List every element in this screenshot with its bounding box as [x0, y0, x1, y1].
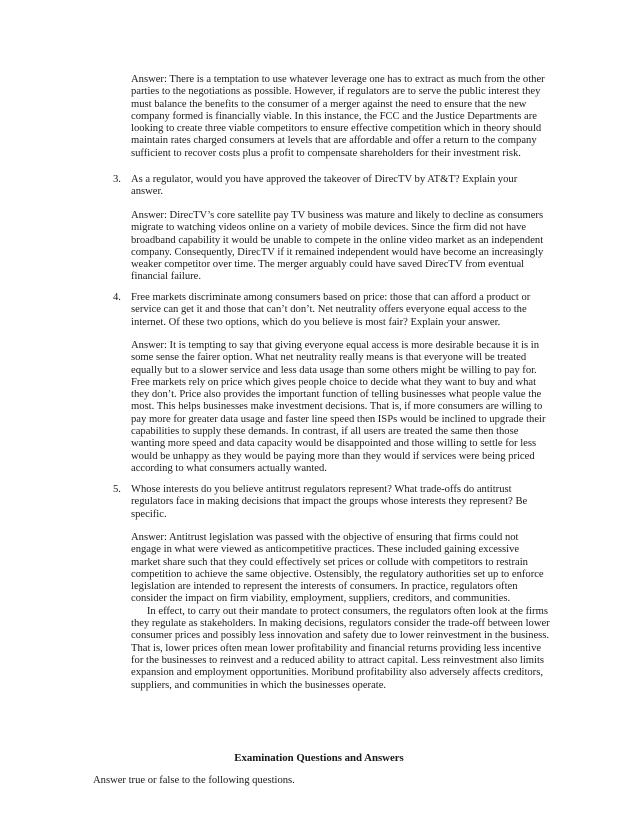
text-line: consider the impact on firm viability, employment, suppliers, creditors, and communities. — [131, 593, 511, 605]
text-line: Free markets discriminate among consumers based on price: those that can afford a product or — [131, 292, 531, 303]
section-heading: Examination Questions and Answers — [234, 752, 404, 764]
text-line: pay more for greater data usage and faster line speed then ISPs would be inclined to upgrade their — [131, 413, 546, 425]
text-line: internet. Of these two options, which do you believe is most fair? Explain your answer. — [131, 316, 501, 328]
text-line: engage in what were viewed as anticompetitive practices. These included gaining excessive — [131, 544, 520, 556]
text-line: wanting more speed and data capacity would be disappointed and those willing to settle for less — [131, 438, 537, 450]
text-line: parties to the negotiations as possible. However, if regulators are to serve the public interest they — [131, 86, 541, 98]
text-line: migrate to watching videos online on a variety of mobile devices. Since the firm did not have — [131, 222, 527, 234]
text-line: must balance the benefits to the consumer of a merger against the need to ensure that the new — [131, 98, 527, 110]
question-number: 4. — [113, 292, 121, 303]
instruction-text: Answer true or false to the following questions. — [93, 775, 295, 786]
text-line: they don’t. Price also provides the important function of telling businesses what people value the — [131, 389, 542, 401]
question-5-answer — [131, 532, 550, 692]
text-line: would be unhappy as they would be paying more than they would if services were being priced — [131, 450, 535, 462]
question-3-text — [131, 174, 547, 199]
question-4-answer — [131, 340, 547, 475]
text-line: equally but to a slower service and less data usage than some others might be willing to pay for. — [131, 364, 537, 376]
answer-intro — [131, 74, 547, 160]
text-line: capabilities to supply these demands. In contrast, if all users are treated the same then those — [131, 426, 519, 438]
text-line: market share such that they could effectively set prices or collude with competitors to restrain — [131, 556, 528, 568]
question-5-text — [131, 484, 547, 521]
text-line: Answer: DirecTV’s core satellite pay TV business was mature and likely to decline as consumers — [131, 210, 544, 221]
text-line: competition to achieve the same objective. Ostensibly, the regulatory authorities set up to enforce — [131, 568, 544, 580]
text-line: answer. — [131, 186, 164, 198]
text-line: for the businesses to reinvest and a reduced ability to attract capital. Less reinvestment also limits — [131, 654, 545, 666]
text-line: Answer: There is a temptation to use whatever leverage one has to extract as much from the other — [131, 74, 545, 85]
text-line: looking to create three viable competitors to ensure effective competition which in theory should — [131, 123, 542, 135]
text-line: service can get it and those that can’t don’t. Net neutrality offers everyone equal access to the — [131, 304, 527, 316]
text-line: broadband capability it would be unable to compete in the online video market as an independent — [131, 234, 544, 246]
text-line: suppliers, and communities in which the businesses operate. — [131, 679, 387, 691]
text-line: Free markets rely on price which gives people choice to decide what they want to buy and what — [131, 376, 537, 388]
text-line: maintain rates charged consumers at levels that are affordable and offer a return to the company — [131, 135, 537, 147]
text-line: according to what consumers actually wanted. — [131, 462, 327, 474]
text-line: company formed is financially viable. In this instance, the FCC and the Justice Departments are — [131, 110, 537, 122]
text-line: expansion and employment opportunities. Moribund profitability also adversely affects creditors, — [131, 667, 543, 679]
text-line: they regulate as stakeholders. In making decisions, regulators consider the trade-off between lower — [131, 618, 550, 630]
text-line: some sense the fairer option. What net neutrality really means is that everyone will be treated — [131, 352, 527, 364]
question-4-text — [131, 292, 547, 329]
text-line: Answer: It is tempting to say that giving everyone equal access is more desirable because it is in — [131, 340, 540, 351]
question-3-answer — [131, 210, 547, 284]
text-line: financial failure. — [131, 271, 201, 283]
text-line: specific. — [131, 508, 167, 520]
question-number: 3. — [113, 174, 121, 185]
text-line: That is, lower prices often mean lower profitability and financial returns providing less incentive — [131, 642, 542, 654]
text-line: As a regulator, would you have approved the takeover of DirecTV by AT&T? Explain your — [131, 174, 518, 185]
text-line: weaker competitor over time. The merger arguably could have saved DirecTV from eventual — [131, 259, 525, 271]
text-line: consumer prices and possibly less innovation and safety due to lower reinvestment in the business. — [131, 630, 550, 642]
text-line: Answer: Antitrust legislation was passed with the objective of ensuring that firms could not — [131, 532, 519, 543]
text-line: regulators face in making decisions that impact the groups whose interests they represent? Be — [131, 496, 528, 508]
text-line: sufficient to recover costs plus a profit to compensate shareholders for their investment risk. — [131, 147, 521, 159]
text-line: legislation are intended to represent the interests of consumers. In practice, regulators often — [131, 581, 518, 593]
text-line: company. Consequently, DirecTV if it remained independent would have become an increasingly — [131, 246, 544, 258]
text-line: most. This helps businesses make investment decisions. That is, if more consumers are willing to — [131, 401, 543, 413]
text-line: In effect, to carry out their mandate to protect consumers, the regulators often look at the firms — [131, 605, 548, 617]
question-number: 5. — [113, 484, 121, 495]
text-line: Whose interests do you believe antitrust regulators represent? What trade-offs do antitrust — [131, 484, 512, 495]
